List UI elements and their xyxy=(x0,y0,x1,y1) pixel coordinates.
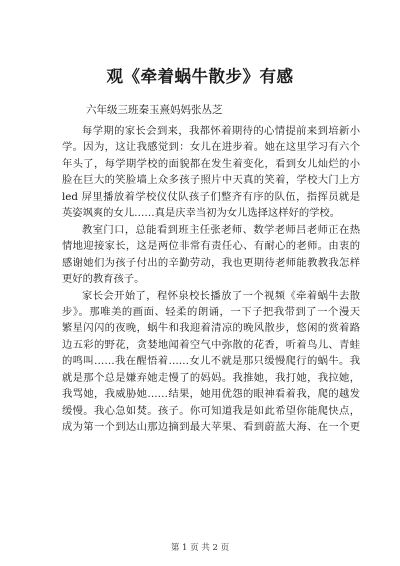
text-line: 就是那个总是嫌弃她走慢了的妈妈。我推她，我打她，我拉她， xyxy=(62,371,360,384)
author-line: 六年级三班秦玉熹妈妈张丛芝 xyxy=(86,104,223,116)
paragraph xyxy=(62,288,360,436)
document-title: 观《牵着蜗牛散步》有感 xyxy=(106,67,294,86)
paragraph xyxy=(62,222,360,288)
text-line: led 屏里播放着学校仪仗队孩子们整齐有序的队伍，指挥员就是 xyxy=(62,190,360,203)
text-line: 英姿飒爽的女儿……真是庆幸当初为女儿选择这样好的学校。 xyxy=(62,207,341,220)
text-line: 年头了，每学期学校的面貌都在发生着变化，看到女儿灿烂的小 xyxy=(62,157,360,170)
text-line: 感谢她们为孩子付出的辛勤劳动，我也更期待老师能教教我怎样 xyxy=(62,256,360,269)
text-line: 步》。那唯美的画面、轻柔的朗诵，一下子把我带到了一个漫天 xyxy=(62,305,360,318)
document-body xyxy=(62,123,360,436)
page-footer: 第 1 页 共 2 页 xyxy=(170,543,230,553)
text-line: 繁星闪闪的夜晚，蜗牛和我迎着清凉的晚风散步，悠闲的赏着路 xyxy=(62,322,360,335)
text-line: 家长会开始了，程怀泉校长播放了一个视频《牵着蜗牛去散 xyxy=(82,289,360,302)
paragraph xyxy=(62,123,360,222)
text-line: 边五彩的野花，贪婪地闻着空气中弥散的花香，听着鸟儿、青蛙 xyxy=(62,338,360,351)
text-line: 成为第一个到达山那边摘到最大苹果、看到蔚蓝大海、在一个更 xyxy=(62,421,360,434)
text-line: 的鸣叫……我在醒悟着……女儿不就是那只缓慢爬行的蜗牛。我 xyxy=(62,355,360,368)
text-line: 更好的教育孩子。 xyxy=(62,273,145,286)
text-line: 缓慢。我心急如焚。孩子。你可知道我是如此希望你能爬快点， xyxy=(62,404,360,417)
text-line: 情地迎接家长，这是两位非常有责任心、有耐心的老师。由衷的 xyxy=(62,240,360,253)
text-line: 每学期的家长会到来，我都怀着期待的心情提前来到培新小 xyxy=(82,125,360,137)
text-line: 学。因为，这让我感觉到：女儿在进步着。她在这里学习有六个 xyxy=(62,141,360,154)
text-line: 我骂她，我威胁她……结果，她用优怨的眼神看着我，爬的越发 xyxy=(62,388,360,401)
text-line: 脸在巨大的笑脸墙上众多孩子照片中天真的笑着，学校大门上方 xyxy=(62,174,360,187)
text-line: 教室门口，总能看到班主任张老师、数学老师吕老师正在热 xyxy=(82,223,360,236)
